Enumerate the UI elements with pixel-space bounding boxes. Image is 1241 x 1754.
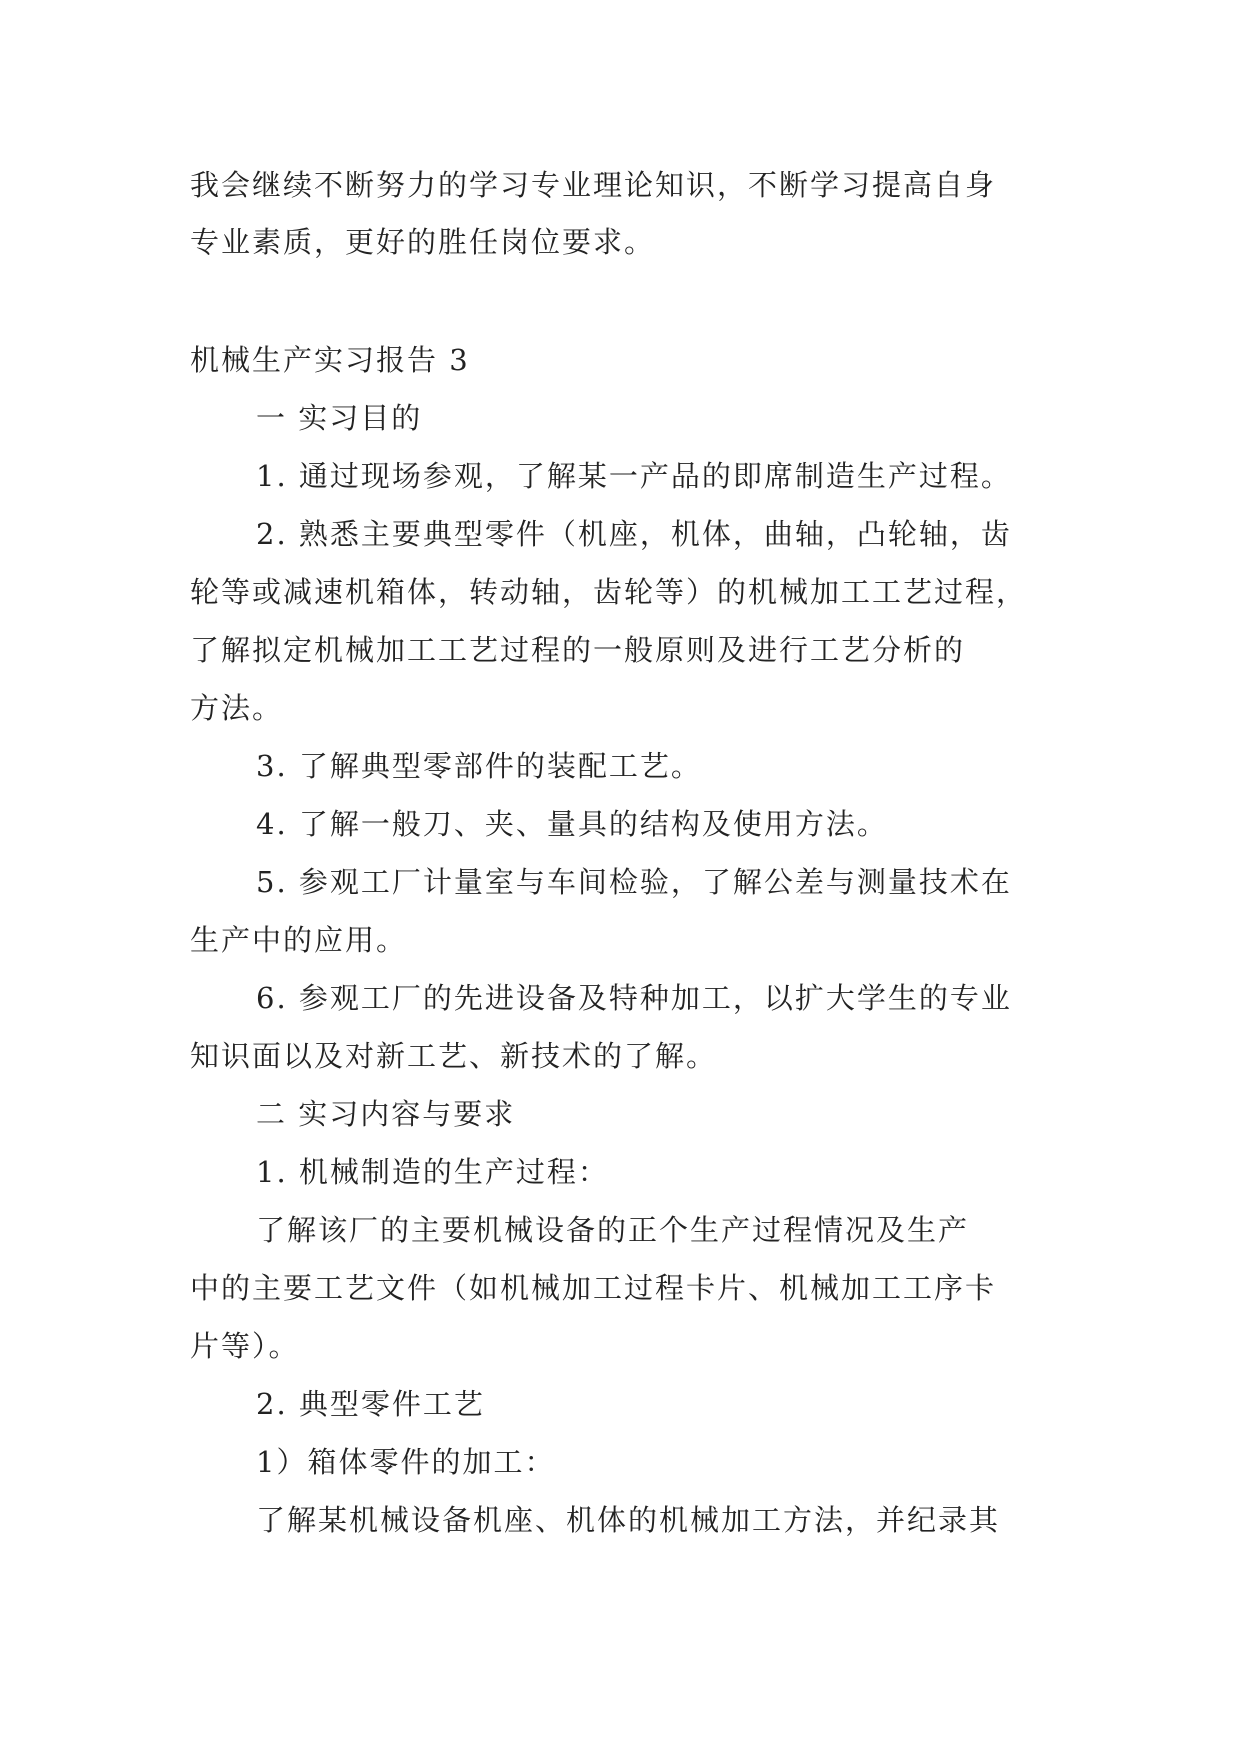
paragraph-line: 知识面以及对新工艺、新技术的了解。	[190, 1039, 718, 1073]
heading-objectives: 一 实习目的	[256, 401, 423, 435]
heading-content: 二 实习内容与要求	[256, 1097, 516, 1131]
list-item: 1. 通过现场参观，了解某一产品的即席制造生产过程。	[256, 459, 1012, 493]
paragraph-line: 了解该厂的主要机械设备的正个生产过程情况及生产	[256, 1213, 970, 1247]
list-item: 4. 了解一般刀、夹、量具的结构及使用方法。	[256, 807, 888, 841]
list-item: 5. 参观工厂计量室与车间检验，了解公差与测量技术在	[256, 865, 1012, 899]
list-item: 1. 机械制造的生产过程：	[256, 1155, 609, 1189]
list-item: 2. 典型零件工艺	[256, 1387, 485, 1421]
list-item: 2. 熟悉主要典型零件（机座，机体，曲轴，凸轮轴，齿	[256, 517, 1012, 551]
paragraph-line: 中的主要工艺文件（如机械加工过程卡片、机械加工工序卡	[190, 1271, 997, 1305]
paragraph-line: 了解拟定机械加工工艺过程的一般原则及进行工艺分析的	[190, 633, 966, 667]
list-item: 3. 了解典型零部件的装配工艺。	[256, 749, 702, 783]
paragraph-line: 生产中的应用。	[190, 923, 408, 957]
section-title: 机械生产实习报告 3	[190, 343, 470, 377]
paragraph-line: 了解某机械设备机座、机体的机械加工方法，并纪录其	[256, 1503, 1001, 1537]
paragraph-line: 方法。	[190, 691, 284, 725]
paragraph-line: 专业素质，更好的胜任岗位要求。	[190, 225, 656, 259]
list-item: 6. 参观工厂的先进设备及特种加工，以扩大学生的专业	[256, 981, 1012, 1015]
list-item: 1）箱体零件的加工：	[256, 1445, 556, 1479]
paragraph-line: 片等）。	[190, 1329, 300, 1363]
paragraph-line: 轮等或减速机箱体，转动轴，齿轮等）的机械加工工艺过程，	[190, 575, 1028, 609]
paragraph-line: 我会继续不断努力的学习专业理论知识，不断学习提高自身	[190, 168, 997, 202]
